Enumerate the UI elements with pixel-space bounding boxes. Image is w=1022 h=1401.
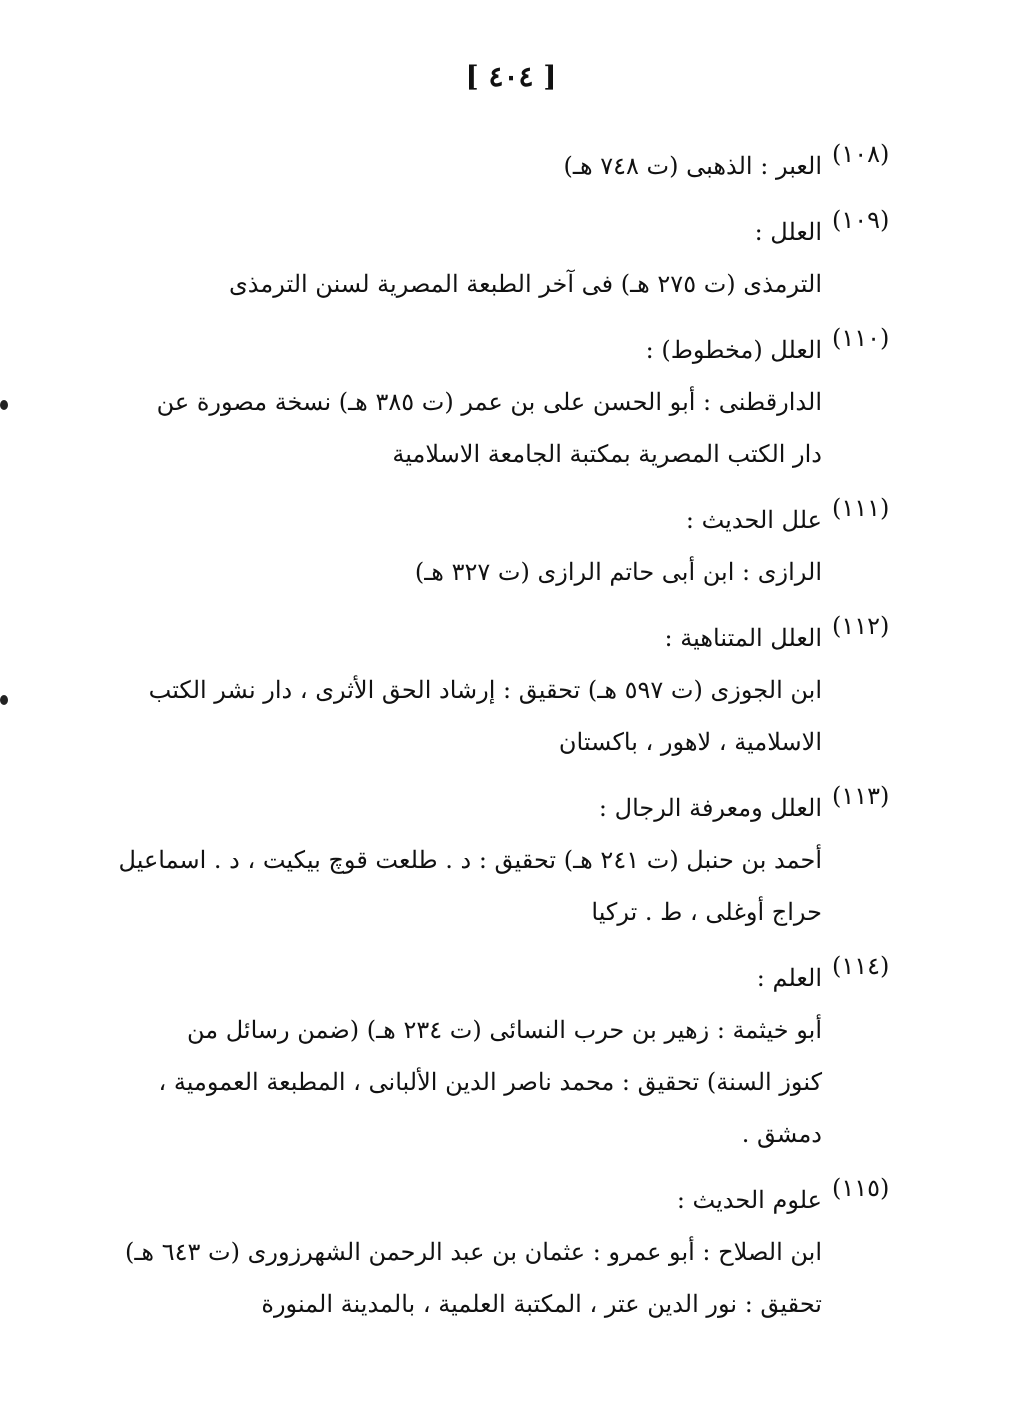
entry-line: الدارقطنى : أبو الحسن على بن عمر (ت ٣٨٥ هـ) نسخة مصورة عن [156,388,822,416]
entry-number: (١١٥) [832,1174,890,1202]
bibliography-entry [100,612,890,768]
entry-number: (١١٠) [832,324,890,352]
entry-title: العلل المتناهية : [664,624,822,652]
entry-number: (١١١) [832,494,890,522]
entry-number: (١١٢) [832,612,890,640]
entry-line: ابن الصلاح : أبو عمرو : عثمان بن عبد الرحمن الشهرزورى (ت ٦٤٣ هـ) [125,1238,822,1266]
entry-number: (١١٤) [832,952,890,980]
page-number: [ ٤٠٤ ] [465,60,557,93]
entry-line: دمشق . [741,1120,822,1148]
entry-number: (١٠٨) [832,140,890,168]
bibliography-entry [100,1174,890,1330]
entry-line: كنوز السنة) تحقيق : محمد ناصر الدين الألبانى ، المطبعة العمومية ، [158,1068,822,1096]
entry-title: العلل (مخطوط) : [645,336,822,364]
bibliography-entry [100,140,890,192]
bibliography-entry [100,782,890,938]
entry-number: (١١٣) [832,782,890,810]
entry-line: دار الكتب المصرية بمكتبة الجامعة الاسلامية [392,440,822,468]
entry-line: الاسلامية ، لاهور ، باكستان [558,728,822,756]
margin-mark [0,695,8,705]
entry-title: العبر : الذهبى (ت ٧٤٨ هـ) [563,152,822,180]
entry-title: العلم : [756,964,822,992]
entry-title: العلل : [754,218,822,246]
entry-number: (١٠٩) [832,206,890,234]
bibliography-entry [100,952,890,1160]
entry-title: علل الحديث : [685,506,822,534]
bibliography-entry [100,206,890,310]
entry-title: علوم الحديث : [676,1186,822,1214]
entry-line: حراج أوغلى ، ط . تركيا [591,898,822,926]
bibliography-entry [100,494,890,598]
margin-mark [0,400,8,410]
entry-line: تحقيق : نور الدين عتر ، المكتبة العلمية ، بالمدينة المنورة [261,1290,822,1318]
entry-title: العلل ومعرفة الرجال : [598,794,822,822]
entries-list [100,140,890,1344]
entry-line: ابن الجوزى (ت ٥٩٧ هـ) تحقيق : إرشاد الحق الأثرى ، دار نشر الكتب [148,676,822,704]
entry-line: أبو خيثمة : زهير بن حرب النسائى (ت ٢٣٤ هـ) (ضمن رسائل من [187,1016,822,1044]
entry-line: الترمذى (ت ٢٧٥ هـ) فى آخر الطبعة المصرية لسنن الترمذى [228,270,822,298]
entry-line: الرازى : ابن أبى حاتم الرازى (ت ٣٢٧ هـ) [414,558,822,586]
entry-line: أحمد بن حنبل (ت ٢٤١ هـ) تحقيق : د . طلعت قوچ بيكيت ، د . اسماعيل [118,846,822,874]
bibliography-entry [100,324,890,480]
